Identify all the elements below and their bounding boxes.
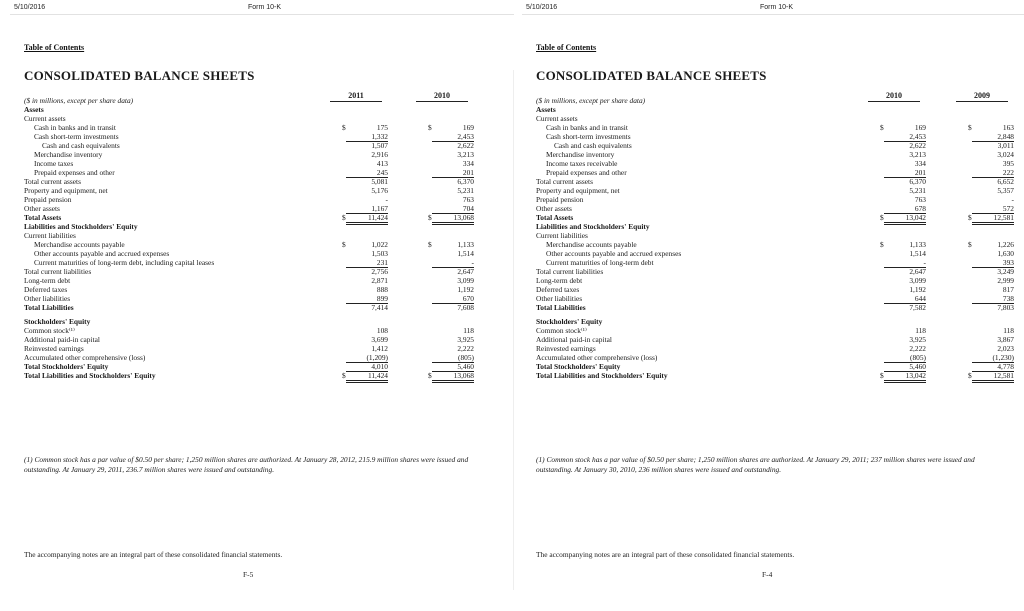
value-current-year: 763 <box>914 195 926 204</box>
value-prior-year: 1,133 <box>457 240 474 249</box>
table-row <box>24 326 490 335</box>
row-label: ($ in millions, except per share data) <box>536 96 646 105</box>
row-label: Total Stockholders' Equity <box>24 362 109 371</box>
dollar-sign: $ <box>968 371 972 380</box>
table-row <box>24 177 490 186</box>
value-current-year: 5,081 <box>371 177 388 186</box>
table-row <box>24 362 490 371</box>
table-row <box>536 222 1002 231</box>
dollar-sign: $ <box>880 371 884 380</box>
table-row <box>536 285 1014 294</box>
table-row <box>536 249 1014 258</box>
page-title: CONSOLIDATED BALANCE SHEETS <box>536 68 767 83</box>
value-current-year: 175 <box>376 123 388 132</box>
dollar-sign: $ <box>342 213 346 222</box>
row-label: Current assets <box>24 114 66 123</box>
table-row <box>536 132 1014 141</box>
value-prior-year: 393 <box>972 258 1014 268</box>
value-prior-year: 5,460 <box>432 362 474 372</box>
value-prior-year: 13,068 <box>432 213 474 225</box>
table-row <box>536 267 1014 276</box>
table-row <box>536 326 1014 335</box>
right-page <box>522 0 1024 611</box>
value-current-year: 1,192 <box>909 285 926 294</box>
value-prior-year: 817 <box>1002 285 1014 294</box>
table-row <box>536 105 1002 114</box>
table-row <box>24 335 490 344</box>
table-row <box>536 362 1014 371</box>
dollar-sign: $ <box>428 240 432 249</box>
table-row <box>24 159 490 168</box>
value-prior-year: 334 <box>462 159 474 168</box>
dollar-sign: $ <box>880 240 884 249</box>
value-current-year: 7,582 <box>909 303 926 312</box>
accompanying-notes: The accompanying notes are an integral part of these consolidated financial statements. <box>24 550 283 559</box>
value-current-year: - <box>884 258 926 268</box>
row-label: Stockholders' Equity <box>24 317 91 326</box>
value-current-year: 899 <box>346 294 388 304</box>
table-row <box>24 317 490 326</box>
value-prior-year: 118 <box>463 326 474 335</box>
balance-sheet-table <box>536 96 1014 380</box>
row-label: Total Assets <box>24 213 62 222</box>
table-row <box>24 276 490 285</box>
row-label: Current liabilities <box>536 231 588 240</box>
row-label: Current liabilities <box>24 231 76 240</box>
row-label: Common stock⁽¹⁾ <box>24 326 75 335</box>
value-current-year: 3,925 <box>909 335 926 344</box>
value-current-year: 11,424 <box>346 371 388 383</box>
dollar-sign: $ <box>880 123 884 132</box>
table-row <box>536 294 1014 303</box>
value-prior-year: (1,230) <box>972 353 1014 363</box>
dollar-sign: $ <box>428 371 432 380</box>
row-label: Total Liabilities <box>536 303 586 312</box>
table-row <box>536 177 1014 186</box>
row-label: Merchandise accounts payable <box>546 240 637 249</box>
table-row <box>24 96 490 105</box>
table-row <box>536 123 1014 132</box>
dollar-sign: $ <box>342 123 346 132</box>
table-row <box>24 371 490 380</box>
table-row <box>24 195 490 204</box>
row-label: Other assets <box>536 204 572 213</box>
value-prior-year: 12,581 <box>972 213 1014 225</box>
page-title: CONSOLIDATED BALANCE SHEETS <box>24 68 255 83</box>
value-current-year: 3,099 <box>909 276 926 285</box>
table-row <box>24 294 490 303</box>
row-label: Other liabilities <box>536 294 583 303</box>
value-prior-year: 6,370 <box>457 177 474 186</box>
row-label: Total current assets <box>536 177 593 186</box>
accompanying-notes: The accompanying notes are an integral part of these consolidated financial statements. <box>536 550 795 559</box>
dollar-sign: $ <box>968 123 972 132</box>
value-prior-year: 201 <box>432 168 474 178</box>
value-current-year: 5,231 <box>909 186 926 195</box>
value-current-year: 11,424 <box>346 213 388 225</box>
table-row <box>536 276 1014 285</box>
dollar-sign: $ <box>428 213 432 222</box>
value-prior-year: 1,192 <box>457 285 474 294</box>
footnote: (1) Common stock has a par value of $0.50 per share; 1,250 million shares are authorized. At January 28, 2012, 215.9 million shares were issued and outstanding. At January 29, 2011, 236.7 million shares were issued and outstanding. <box>24 455 469 474</box>
value-prior-year: (805) <box>432 353 474 363</box>
value-current-year: 678 <box>884 204 926 214</box>
row-label: Cash short-term investments <box>34 132 119 141</box>
row-label: Reinvested earnings <box>536 344 596 353</box>
value-prior-year: - <box>1011 195 1014 204</box>
header-date: 5/10/2016 <box>526 4 558 11</box>
value-current-year: 1,514 <box>909 249 926 258</box>
value-prior-year: 3,925 <box>457 335 474 344</box>
header-divider <box>10 14 514 15</box>
column-header-2010: 2010 <box>868 91 920 102</box>
value-current-year: 2,916 <box>371 150 388 159</box>
column-header-2009: 2009 <box>956 91 1008 102</box>
row-label: Total Liabilities and Stockholders' Equity <box>24 371 156 380</box>
value-prior-year: 3,011 <box>997 141 1014 150</box>
value-current-year: 1,133 <box>909 240 926 249</box>
row-label: Long-term debt <box>24 276 71 285</box>
value-current-year: 245 <box>346 168 388 178</box>
row-label: Cash short-term investments <box>546 132 631 141</box>
row-label: Property and equipment, net <box>24 186 108 195</box>
value-prior-year: 5,357 <box>997 186 1014 195</box>
table-row <box>24 258 490 267</box>
footnote: (1) Common stock has a par value of $0.50 per share; 1,250 million shares are authorized. At January 29, 2011; 237 million shares were issued and outstanding. At January 30, 2010, 236 million shares were issued and outstanding. <box>536 455 975 474</box>
value-current-year: 1,022 <box>371 240 388 249</box>
row-label: Prepaid expenses and other <box>34 168 115 177</box>
value-current-year: 1,507 <box>371 141 388 150</box>
table-row <box>536 114 1002 123</box>
row-label: Total current assets <box>24 177 81 186</box>
table-row <box>24 267 490 276</box>
page-separator <box>513 70 514 590</box>
row-label: Total Assets <box>536 213 574 222</box>
value-current-year: 2,222 <box>909 344 926 353</box>
value-current-year: 108 <box>376 326 388 335</box>
table-row <box>24 285 490 294</box>
value-current-year: 1,412 <box>371 344 388 353</box>
value-prior-year: 3,249 <box>997 267 1014 276</box>
table-row <box>536 303 1014 312</box>
row-label: Accumulated other comprehensive (loss) <box>24 353 146 362</box>
value-prior-year: 2,848 <box>972 132 1014 142</box>
table-row <box>24 344 490 353</box>
value-current-year: (1,209) <box>346 353 388 363</box>
table-row <box>536 186 1014 195</box>
table-of-contents-link[interactable]: Table of Contents <box>24 43 85 52</box>
row-label: Other assets <box>24 204 60 213</box>
value-current-year: 1,167 <box>346 204 388 214</box>
value-current-year: 334 <box>914 159 926 168</box>
table-row <box>536 141 1014 150</box>
row-label: Liabilities and Stockholders' Equity <box>536 222 650 231</box>
row-label: Merchandise inventory <box>34 150 103 159</box>
row-label: Accumulated other comprehensive (loss) <box>536 353 658 362</box>
value-current-year: 6,370 <box>909 177 926 186</box>
value-prior-year: 2,647 <box>457 267 474 276</box>
table-row <box>536 150 1014 159</box>
value-prior-year: 5,231 <box>457 186 474 195</box>
table-row <box>24 141 490 150</box>
table-row <box>536 353 1014 362</box>
left-page <box>10 0 514 611</box>
value-current-year: 1,503 <box>371 249 388 258</box>
row-label: Total Stockholders' Equity <box>536 362 621 371</box>
value-current-year: 4,010 <box>346 362 388 372</box>
table-row <box>24 150 490 159</box>
row-label: Total Liabilities <box>24 303 74 312</box>
value-prior-year: 7,608 <box>457 303 474 312</box>
row-label: Assets <box>24 105 44 114</box>
value-prior-year: 1,226 <box>997 240 1014 249</box>
row-label: Merchandise accounts payable <box>34 240 125 249</box>
value-prior-year: 704 <box>432 204 474 214</box>
table-row <box>24 222 490 231</box>
table-row <box>536 344 1014 353</box>
table-row <box>536 168 1014 177</box>
table-row <box>24 186 490 195</box>
value-prior-year: 2,622 <box>457 141 474 150</box>
row-label: Other liabilities <box>24 294 71 303</box>
row-label: Total current liabilities <box>24 267 92 276</box>
value-current-year: 2,647 <box>909 267 926 276</box>
header-divider <box>522 14 1024 15</box>
row-label: Long-term debt <box>536 276 583 285</box>
balance-sheet-table <box>24 96 490 380</box>
value-current-year: 2,871 <box>371 276 388 285</box>
value-prior-year: 738 <box>972 294 1014 304</box>
dollar-sign: $ <box>342 371 346 380</box>
page-number: F-5 <box>243 570 254 579</box>
value-prior-year: 163 <box>1002 123 1014 132</box>
row-label: Deferred taxes <box>24 285 68 294</box>
header-form: Form 10-K <box>248 4 282 11</box>
row-label: Additional paid-in capital <box>536 335 612 344</box>
header-form: Form 10-K <box>760 4 794 11</box>
value-prior-year: 13,068 <box>432 371 474 383</box>
value-current-year: 13,042 <box>884 371 926 383</box>
value-prior-year: 12,581 <box>972 371 1014 383</box>
value-current-year: 201 <box>884 168 926 178</box>
value-prior-year: 763 <box>462 195 474 204</box>
row-label: Prepaid pension <box>536 195 584 204</box>
row-label: Total current liabilities <box>536 267 604 276</box>
table-row <box>536 159 1014 168</box>
row-label: Total Liabilities and Stockholders' Equity <box>536 371 668 380</box>
value-prior-year: 1,514 <box>457 249 474 258</box>
value-prior-year: - <box>432 258 474 268</box>
table-row <box>24 168 490 177</box>
table-row <box>24 240 490 249</box>
table-row <box>536 335 1014 344</box>
value-prior-year: 6,652 <box>997 177 1014 186</box>
value-current-year: 2,756 <box>371 267 388 276</box>
row-label: Current assets <box>536 114 578 123</box>
value-current-year: 413 <box>376 159 388 168</box>
value-prior-year: 3,213 <box>457 150 474 159</box>
value-prior-year: 169 <box>462 123 474 132</box>
table-row <box>24 231 490 240</box>
table-row <box>24 303 490 312</box>
row-label: Liabilities and Stockholders' Equity <box>24 222 138 231</box>
row-label: Income taxes receivable <box>546 159 618 168</box>
table-row <box>24 114 490 123</box>
value-current-year: 7,414 <box>371 303 388 312</box>
value-prior-year: 3,024 <box>997 150 1014 159</box>
value-prior-year: 222 <box>972 168 1014 178</box>
row-label: Prepaid expenses and other <box>546 168 627 177</box>
dollar-sign: $ <box>880 213 884 222</box>
row-label: Common stock⁽¹⁾ <box>536 326 587 335</box>
value-current-year: 1,332 <box>346 132 388 142</box>
row-label: Current maturities of long-term debt, including capital leases <box>34 258 215 267</box>
value-current-year: 3,699 <box>371 335 388 344</box>
value-prior-year: 395 <box>1002 159 1014 168</box>
table-row <box>24 132 490 141</box>
value-current-year: 2,453 <box>884 132 926 142</box>
row-label: Property and equipment, net <box>536 186 620 195</box>
table-row <box>24 105 490 114</box>
value-current-year: 169 <box>914 123 926 132</box>
value-current-year: (805) <box>884 353 926 363</box>
row-label: Current maturities of long-term debt <box>546 258 654 267</box>
table-row <box>536 317 1002 326</box>
row-label: Reinvested earnings <box>24 344 84 353</box>
page-number: F-4 <box>762 570 773 579</box>
value-prior-year: 2,222 <box>457 344 474 353</box>
table-row <box>24 353 490 362</box>
row-label: Cash in banks and in transit <box>34 123 116 132</box>
row-label: Income taxes <box>34 159 74 168</box>
table-row <box>536 96 1002 105</box>
table-row <box>536 204 1014 213</box>
table-row <box>24 249 490 258</box>
table-row <box>24 204 490 213</box>
value-prior-year: 4,778 <box>972 362 1014 372</box>
row-label: Merchandise inventory <box>546 150 615 159</box>
value-prior-year: 1,630 <box>997 249 1014 258</box>
value-prior-year: 2,453 <box>432 132 474 142</box>
table-row <box>24 123 490 132</box>
dollar-sign: $ <box>968 240 972 249</box>
table-row <box>536 195 1014 204</box>
dollar-sign: $ <box>342 240 346 249</box>
value-current-year: 3,213 <box>909 150 926 159</box>
row-label: Cash and cash equivalents <box>554 141 632 150</box>
value-current-year: 888 <box>376 285 388 294</box>
column-header-2011: 2011 <box>330 91 382 102</box>
table-row <box>536 371 1014 380</box>
value-prior-year: 2,999 <box>997 276 1014 285</box>
row-label: Assets <box>536 105 556 114</box>
value-current-year: 5,176 <box>371 186 388 195</box>
row-label: Cash in banks and in transit <box>546 123 628 132</box>
row-label: Prepaid pension <box>24 195 72 204</box>
table-row <box>536 240 1014 249</box>
row-label: Deferred taxes <box>536 285 580 294</box>
value-current-year: 644 <box>884 294 926 304</box>
table-row <box>24 213 490 222</box>
value-prior-year: 670 <box>432 294 474 304</box>
table-of-contents-link[interactable]: Table of Contents <box>536 43 597 52</box>
table-row <box>536 231 1002 240</box>
value-current-year: 2,622 <box>909 141 926 150</box>
value-current-year: - <box>385 195 388 204</box>
row-label: Additional paid-in capital <box>24 335 100 344</box>
value-prior-year: 3,867 <box>997 335 1014 344</box>
value-current-year: 5,460 <box>884 362 926 372</box>
value-prior-year: 2,023 <box>997 344 1014 353</box>
value-prior-year: 7,803 <box>997 303 1014 312</box>
value-prior-year: 118 <box>1003 326 1014 335</box>
table-row <box>536 258 1014 267</box>
row-label: Other accounts payable and accrued expenses <box>546 249 682 258</box>
dollar-sign: $ <box>968 213 972 222</box>
row-label: ($ in millions, except per share data) <box>24 96 134 105</box>
value-current-year: 231 <box>346 258 388 268</box>
row-label: Cash and cash equivalents <box>42 141 120 150</box>
header-date: 5/10/2016 <box>14 4 46 11</box>
value-prior-year: 572 <box>972 204 1014 214</box>
value-current-year: 13,042 <box>884 213 926 225</box>
column-header-2010: 2010 <box>416 91 468 102</box>
value-prior-year: 3,099 <box>457 276 474 285</box>
table-row <box>536 213 1014 222</box>
value-current-year: 118 <box>915 326 926 335</box>
row-label: Other accounts payable and accrued expenses <box>34 249 170 258</box>
dollar-sign: $ <box>428 123 432 132</box>
row-label: Stockholders' Equity <box>536 317 603 326</box>
